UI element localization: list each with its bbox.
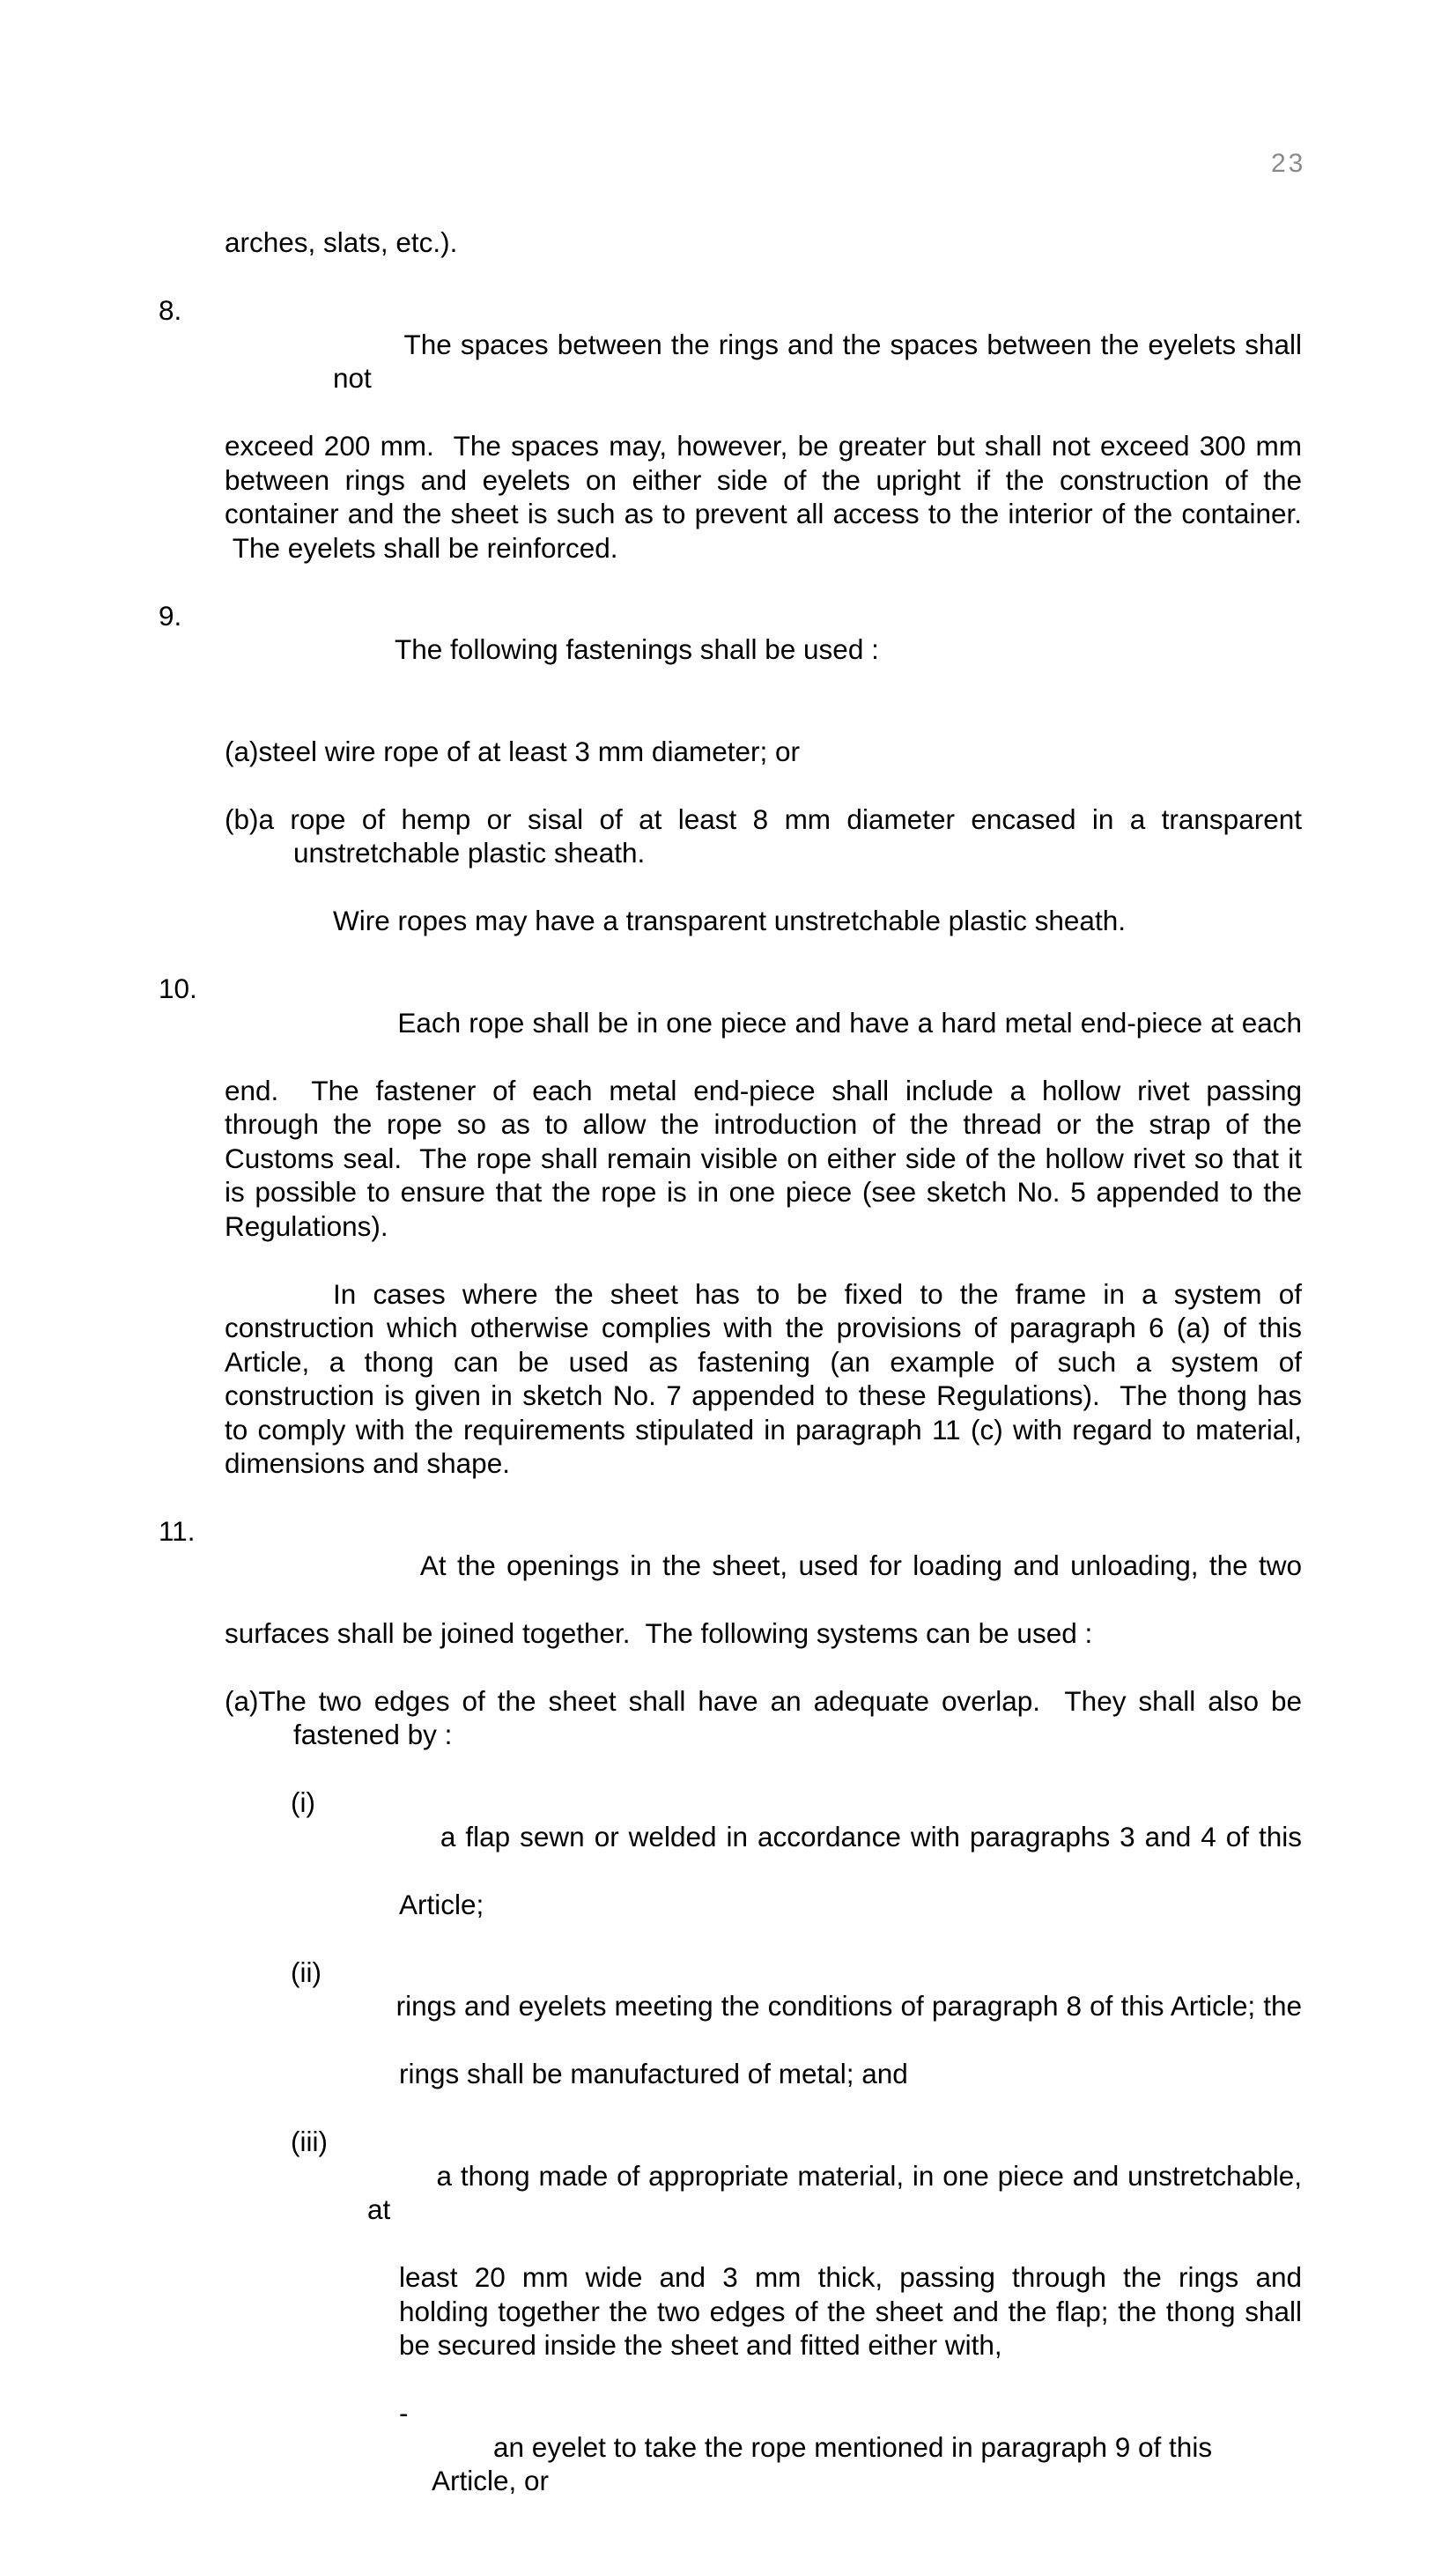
paragraph-fragment <box>225 226 1302 260</box>
paragraph-11 <box>159 1514 1302 1650</box>
paragraph-number: 9. <box>159 599 182 632</box>
paragraph-11-item-a <box>225 1684 1302 1752</box>
paragraph-10 <box>159 972 1303 1243</box>
text-line: Wire ropes may have a transparent unstretchable plastic sheath. <box>333 905 1126 936</box>
paragraph-9-item-a <box>225 735 1302 769</box>
text-line-content: a flap sewn or welded in accordance with paragraphs 3 and 4 of this <box>440 1820 1303 1852</box>
text-line <box>225 2396 1302 2532</box>
text-line-content: At the openings in the sheet, used for loading and unloading, the two <box>419 1549 1302 1581</box>
list-bullet: (iii) <box>291 2126 328 2157</box>
text-line: construction which otherwise complies with the provisions of paragraph 6 (a) of this <box>225 1312 1302 1343</box>
paragraph-10-continuation <box>225 1277 1302 1481</box>
text-line: rings shall be manufactured of metal; and <box>399 2058 908 2089</box>
text-line <box>225 1956 1302 2058</box>
text-line-content: an eyelet to take the rope mentioned in paragraph 9 of this Article, or <box>432 2430 1219 2496</box>
text-line: construction is given in sketch No. 7 appended to these Regulations). The thong has <box>225 1379 1302 1411</box>
text-line <box>159 599 1302 701</box>
text-line-content: The following fastenings shall be used : <box>395 633 879 665</box>
text-line-content: The spaces between the rings and the spaces between the eyelets shall not <box>333 328 1310 394</box>
text-line: between rings and eyelets on either side of the upright if the construction of the <box>225 463 1302 496</box>
text-line: container and the sheet is such as to prevent all access to the interior of the container. <box>225 498 1302 529</box>
text-line <box>225 1786 1302 1888</box>
paragraph-8 <box>159 293 1310 565</box>
text-line: Article, a thong can be used as fastening (an example of such a system of <box>225 1345 1302 1378</box>
list-bullet: (i) <box>291 1786 315 1818</box>
text-line: through the rope so as to allow the introduction of the thread or the strap of the <box>225 1108 1302 1140</box>
paragraph-9 <box>159 599 1302 701</box>
text-line-content: rings and eyelets meeting the conditions of paragraph 8 of this Article; the <box>395 1990 1303 2022</box>
paragraph-number: 10. <box>159 972 197 1004</box>
text-line: holding together the two edges of the sheet and the flap; the thong shall <box>399 2295 1302 2327</box>
page-number: 23 <box>1271 149 1306 178</box>
text-line: dimensions and shape. <box>225 1447 510 1479</box>
text-line: to comply with the requirements stipulated in paragraph 11 (c) with regard to material, <box>225 1413 1302 1446</box>
text-line <box>159 293 1310 429</box>
text-line: exceed 200 mm. The spaces may, however, be greater but shall not exceed 300 mm <box>225 430 1302 462</box>
text-line: fastened by : <box>293 1719 453 1750</box>
text-line: end. The fastener of each metal end-piece shall include a hollow rivet passing <box>225 1074 1302 1106</box>
paragraph-11-item-iii <box>225 2125 1310 2363</box>
text-line <box>159 972 1303 1074</box>
text-line: Article; <box>399 1888 484 1920</box>
paragraph-9-item-b <box>225 802 1302 870</box>
text-line-content: a thong made of appropriate material, in one piece and unstretchable, at <box>367 2159 1310 2225</box>
text-line <box>159 1514 1302 1616</box>
text-line: (b)a rope of hemp or sisal of at least 8 mm diameter encased in a transparent <box>225 802 1302 835</box>
paragraph-number: 11. <box>159 1515 196 1547</box>
text-line: (a)The two edges of the sheet shall have an adequate overlap. They shall also be <box>225 1684 1302 1717</box>
text-line: least 20 mm wide and 3 mm thick, passing through the rings and <box>399 2261 1302 2293</box>
paragraph-11-dash-item <box>225 2396 1302 2532</box>
text-line: is possible to ensure that the rope is in one piece (see sketch No. 5 appended to the <box>225 1176 1302 1208</box>
text-line: In cases where the sheet has to be fixed to the frame in a system of <box>333 1277 1302 1310</box>
paragraph-11-item-ii <box>225 1956 1302 2091</box>
text-line: Customs seal. The rope shall remain visible on either side of the hollow rivet so that it <box>225 1142 1302 1174</box>
text-line: arches, slats, etc.). <box>225 226 458 258</box>
text-line: The eyelets shall be reinforced. <box>225 531 618 564</box>
text-line: be secured inside the sheet and fitted either with, <box>399 2329 1002 2361</box>
paragraph-9-note <box>225 904 1302 938</box>
text-line <box>225 2125 1310 2260</box>
text-line: (a)steel wire rope of at least 3 mm diameter; or <box>225 735 800 767</box>
document-body <box>159 226 1310 2566</box>
paragraph-number: 8. <box>159 294 182 326</box>
paragraph-11-item-i <box>225 1786 1302 1921</box>
text-line-content: Each rope shall be in one piece and have a hard metal end-piece at each <box>397 1006 1303 1039</box>
dash-bullet: - <box>399 2397 409 2429</box>
text-line: Regulations). <box>225 1209 388 1242</box>
list-bullet: (ii) <box>291 1956 322 1988</box>
text-line: surfaces shall be joined together. The following systems can be used : <box>225 1616 1093 1649</box>
text-line: unstretchable plastic sheath. <box>293 837 646 869</box>
